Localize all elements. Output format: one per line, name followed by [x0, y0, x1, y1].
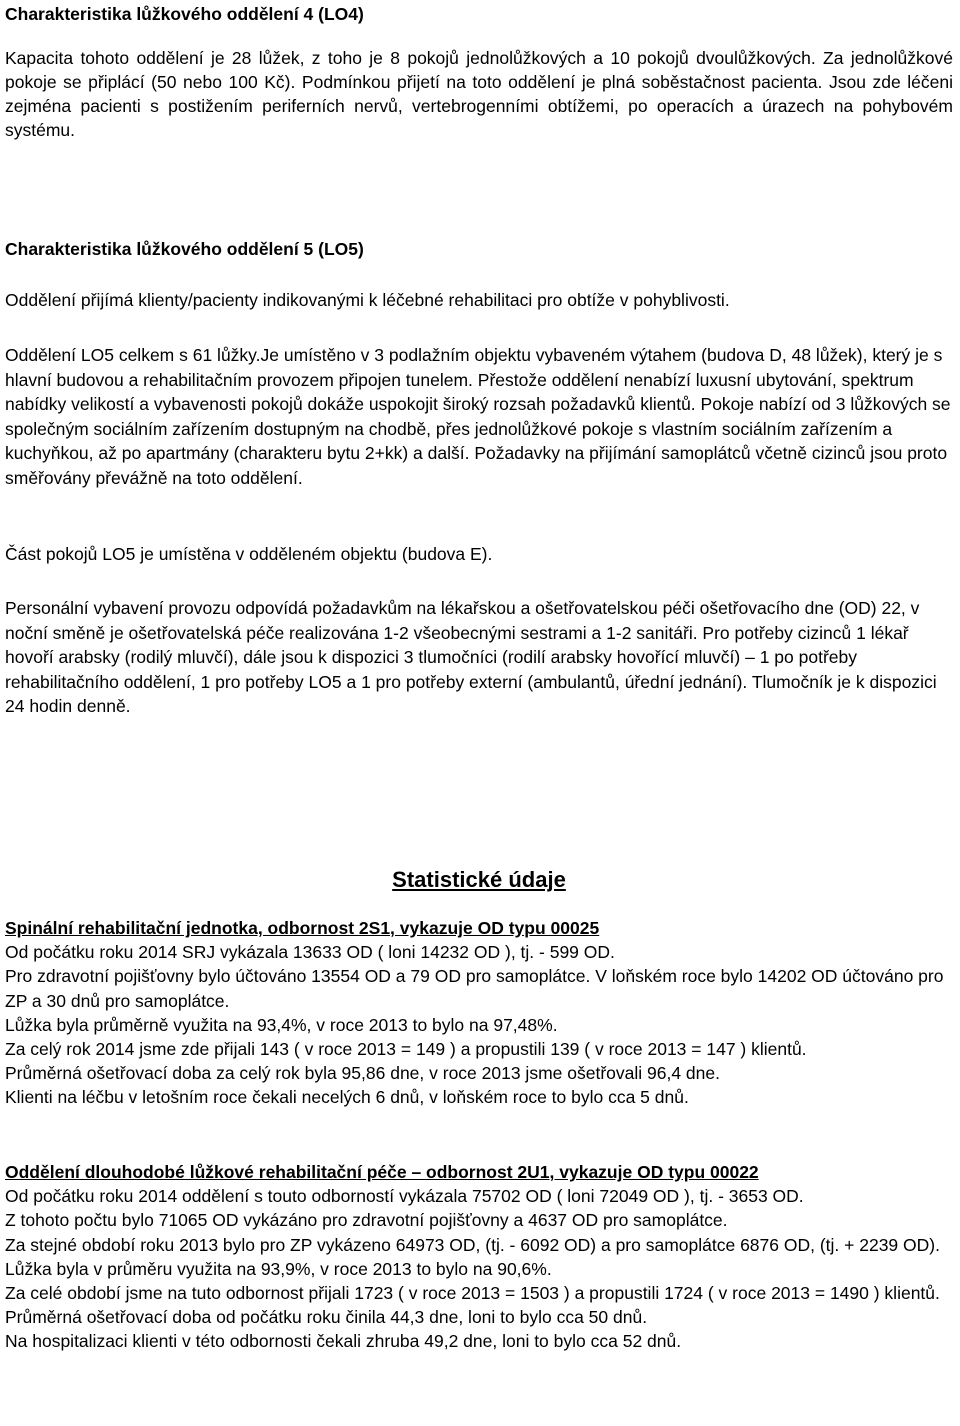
- lo5-paragraph-4: Personální vybavení provozu odpovídá požadavkům na lékařskou a ošetřovatelskou péči ošetřovacího dne (OD) 22, v noční směně je ošetřovatelská péče realizována 1-2 všeobecnými sestrami a 1-2 sanitáři. Pro potřeby cizinců 1 lékař hovoří arabsky (rodilý mluvčí), dále jsou k dispozici 3 tlumočníci (rodilí arabsky hovořící mluvčí) – 1 po potřeby rehabilitačního oddělení, 1 pro potřeby LO5 a 1 pro potřeby externí (ambulantů, úřední jednání). Tlumočník je k dispozici 24 hodin denně.: [5, 598, 937, 716]
- dlrp-line: Za stejné období roku 2013 bylo pro ZP vykázeno 64973 OD, (tj. - 6092 OD) a pro samoplátce 6876 OD, (tj. + 2239 OD).: [5, 1234, 940, 1255]
- lo5-heading: Charakteristika lůžkového oddělení 5 (LO5): [5, 239, 364, 259]
- srj-heading: Spinální rehabilitační jednotka, odbornost 2S1, vykazuje OD typu 00025: [5, 918, 600, 938]
- dlrp-line: Z tohoto počtu bylo 71065 OD vykázáno pro zdravotní pojišťovny a 4637 OD pro samoplátce.: [5, 1210, 728, 1231]
- lo4-heading: Charakteristika lůžkového oddělení 4 (LO4): [5, 4, 364, 24]
- lo5-paragraph-1: Oddělení přijímá klienty/pacienty indikovanými k léčebné rehabilitaci pro obtíže v pohyblivosti.: [5, 290, 730, 310]
- dlrp-line: Od počátku roku 2014 oddělení s touto odborností vykázala 75702 OD ( loni 72049 OD ), tj. - 3653 OD.: [5, 1186, 804, 1207]
- srj-line: Lůžka byla průměrně využita na 93,4%, v roce 2013 to bylo na 97,48%.: [5, 1014, 558, 1035]
- dlrp-line: Lůžka byla v průměru využita na 93,9%, v roce 2013 to bylo na 90,6%.: [5, 1258, 552, 1279]
- dlrp-section: [5, 1160, 953, 1354]
- lo5-paragraph-2: Oddělení LO5 celkem s 61 lůžky.Je umístěno v 3 podlažním objektu vybaveném výtahem (budova D, 48 lůžek), který je s hlavní budovou a rehabilitačním provozem připojen tunelem. Přestože oddělení nenabízí luxusní ubytování, spektrum nabídky velikostí a vybavenosti pokojů dokáže uspokojit široký rozsah požadavků klientů. Pokoje nabízí od 3 lůžkových se společným sociálním zařízením dostupným na chodbě, přes jednolůžkové pokoje s vlastním sociálním zařízením a kuchyňkou, až po apartmány (charakteru bytu 2+kk) a další. Požadavky na přijímání samoplátců včetně cizinců jsou proto směřovány převážně na toto oddělení.: [5, 345, 951, 488]
- lo5-paragraph-3: Část pokojů LO5 je umístěna v odděleném objektu (budova E).: [5, 544, 493, 564]
- dlrp-line: Průměrná ošetřovací doba od počátku roku činila 44,3 dne, loni to bylo cca 50 dnů.: [5, 1307, 648, 1328]
- dlrp-heading: Oddělení dlouhodobé lůžkové rehabilitační péče – odbornost 2U1, vykazuje OD typu 00022: [5, 1162, 759, 1182]
- lo4-paragraph: Kapacita tohoto oddělení je 28 lůžek, z toho je 8 pokojů jednolůžkových a 10 pokojů dvoulůžkových. Za jednolůžkové pokoje se připlácí (50 nebo 100 Kč). Podmínkou přijetí na toto oddělení je plná soběstačnost pacienta. Jsou zde léčeni zejména pacienti s postižením periferních nervů, vertebrogenními obtížemi, po operacích a úrazech na pohybovém systému.: [5, 48, 953, 140]
- statistics-title: Statistické údaje: [392, 867, 566, 892]
- dlrp-line: Na hospitalizaci klienti v této odbornosti čekali zhruba 49,2 dne, loni to bylo cca 52 dnů.: [5, 1331, 682, 1352]
- srj-line: Klienti na léčbu v letošním roce čekali necelých 6 dnů, v loňském roce to bylo cca 5 dnů.: [5, 1087, 689, 1108]
- srj-line: Od počátku roku 2014 SRJ vykázala 13633 OD ( loni 14232 OD ), tj. - 599 OD.: [5, 942, 615, 963]
- dlrp-line: Za celé období jsme na tuto odbornost přijali 1723 ( v roce 2013 = 1503 ) a propustili 1724 ( v roce 2013 = 1490 ) klientů.: [5, 1283, 940, 1304]
- srj-section: [5, 916, 953, 1110]
- srj-line: Za celý rok 2014 jsme zde přijali 143 ( v roce 2013 = 149 ) a propustili 139 ( v roce 2013 = 147 ) klientů.: [5, 1039, 807, 1060]
- srj-line: Průměrná ošetřovací doba za celý rok byla 95,86 dne, v roce 2013 jsme ošetřovali 96,4 dne.: [5, 1063, 720, 1084]
- srj-line: Pro zdravotní pojišťovny bylo účtováno 13554 OD a 79 OD pro samoplátce. V loňském roce bylo 14202 OD účtováno pro ZP a 30 dnů pro samoplátce.: [5, 966, 944, 1011]
